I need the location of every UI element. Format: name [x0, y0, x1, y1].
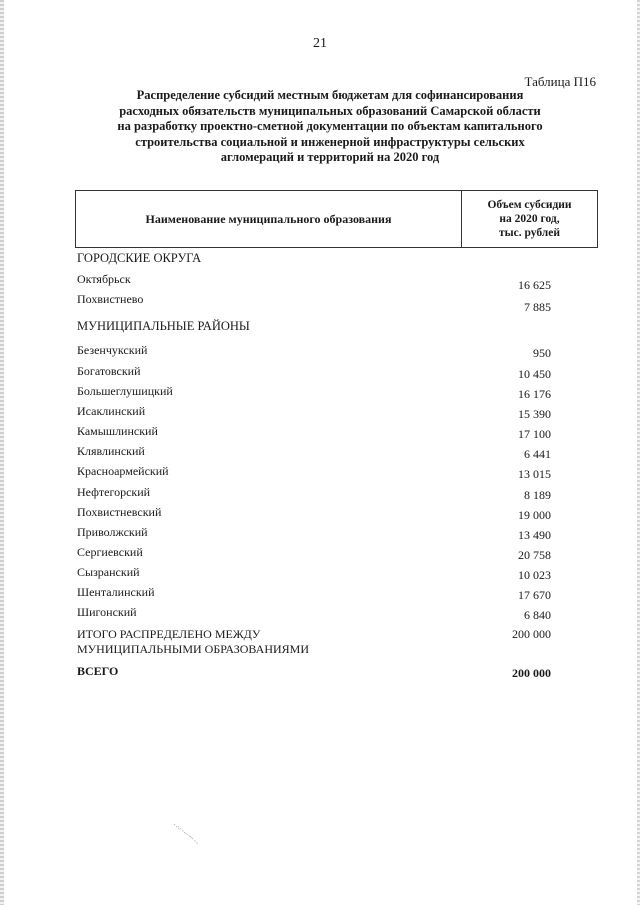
row-name: Красноармейский — [77, 464, 169, 478]
row-name: Камышлинский — [77, 424, 158, 438]
row-value: 19 000 — [518, 508, 551, 522]
row-name: Большеглушицкий — [77, 384, 173, 398]
document-title: Распределение субсидий местным бюджетам для софинансирования расходных обязательств муниципальных образований Самарской области на разработку проектно-сметной документации по объектам капитального строительства социальной и инженерной инфраструктуры сельских агломераций и территорий на 2020 год — [117, 88, 543, 165]
row-name: Безенчукский — [77, 343, 148, 357]
row-value: 7 885 — [524, 300, 551, 314]
total-distributed-value: 200 000 — [512, 627, 551, 641]
column-header-name: Наименование муниципального образования — [76, 191, 462, 247]
grand-total-value: 200 000 — [512, 666, 551, 680]
section-label: ГОРОДСКИЕ ОКРУГА — [77, 251, 202, 265]
row-name: Шенталинский — [77, 585, 155, 599]
row-value: 950 — [533, 346, 551, 360]
row-name: Нефтегорский — [77, 485, 151, 499]
scan-mark — [172, 822, 200, 846]
row-name: Похвистневский — [77, 505, 162, 519]
row-value: 13 490 — [518, 528, 551, 542]
row-value: 16 625 — [518, 278, 551, 292]
row-value: 13 015 — [518, 467, 551, 481]
row-value: 6 840 — [524, 608, 551, 622]
section-label: МУНИЦИПАЛЬНЫЕ РАЙОНЫ — [77, 319, 250, 333]
row-name: Клявлинский — [77, 444, 145, 458]
row-name: Шигонский — [77, 605, 137, 619]
row-value: 17 670 — [518, 588, 551, 602]
row-value: 8 189 — [524, 488, 551, 502]
total-distributed-label-line1: ИТОГО РАСПРЕДЕЛЕНО МЕЖДУ — [77, 627, 261, 641]
row-name: Приволжский — [77, 525, 148, 539]
row-value: 15 390 — [518, 407, 551, 421]
row-value: 17 100 — [518, 427, 551, 441]
row-value: 6 441 — [524, 447, 551, 461]
row-name: Сергиевский — [77, 545, 143, 559]
column-header-value: Объем субсидии на 2020 год, тыс. рублей — [487, 199, 572, 239]
table-label: Таблица П16 — [524, 74, 596, 89]
row-name: Богатовский — [77, 364, 141, 378]
row-name: Похвистнево — [77, 292, 144, 306]
page-number: 21 — [313, 36, 327, 51]
total-distributed-label-line2: МУНИЦИПАЛЬНЫМИ ОБРАЗОВАНИЯМИ — [77, 642, 309, 656]
row-value: 20 758 — [518, 548, 551, 562]
row-value: 10 450 — [518, 367, 551, 381]
row-value: 16 176 — [518, 387, 551, 401]
row-value: 10 023 — [518, 568, 551, 582]
row-name: Октябрьск — [77, 272, 131, 286]
row-name: Сызранский — [77, 565, 140, 579]
grand-total-label: ВСЕГО — [77, 664, 119, 678]
row-name: Исаклинский — [77, 404, 146, 418]
